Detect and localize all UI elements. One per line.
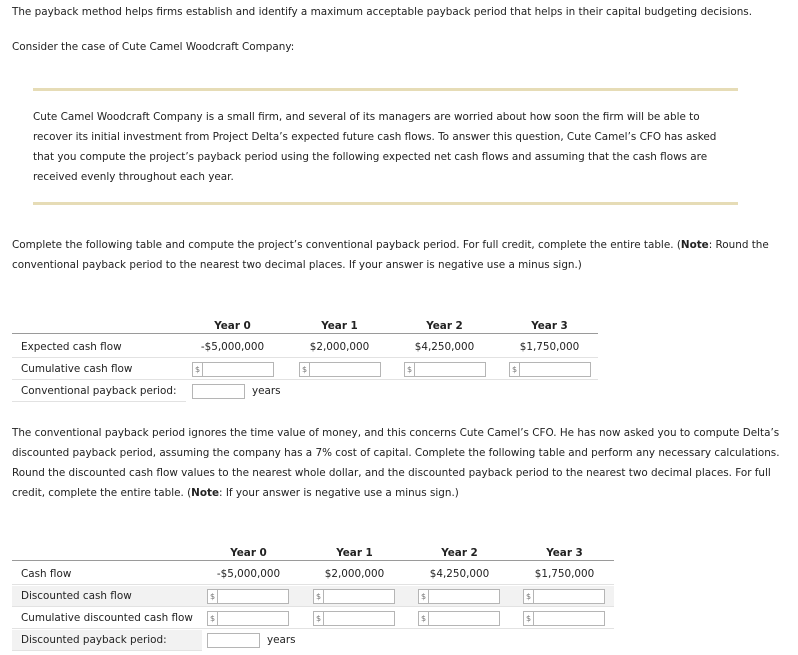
cash-flow-year-2: $4,250,000 (429, 568, 490, 580)
discounted-cash-flow-year-3[interactable] (523, 589, 605, 604)
discounted-payback-period-input[interactable] (207, 633, 260, 648)
row-label-cumulative-cash-flow: Cumulative cash flow (21, 363, 133, 375)
cumulative-discounted-cash-flow-year-0[interactable] (207, 611, 289, 626)
row-divider (12, 606, 614, 607)
dollar-sign: $ (207, 611, 217, 626)
expected-cash-flow-year-3: $1,750,000 (519, 341, 580, 353)
discounted-cash-flow-year-1-input[interactable] (323, 589, 395, 604)
col-header-year-0: Year 0 (214, 320, 251, 332)
discounted-cash-flow-year-0[interactable] (207, 589, 289, 604)
cumulative-cash-flow-year-0-input[interactable] (202, 362, 274, 377)
discounted-cash-flow-year-0-input[interactable] (217, 589, 289, 604)
cumulative-discounted-cash-flow-year-0-input[interactable] (217, 611, 289, 626)
col-header-year-2: Year 2 (426, 320, 463, 332)
case-rule-bottom (33, 202, 738, 205)
discounted-cash-flow-year-3-input[interactable] (533, 589, 605, 604)
cumulative-cash-flow-year-2[interactable] (404, 362, 486, 377)
col-header-year-1: Year 1 (321, 320, 358, 332)
col-header-year-3: Year 3 (531, 320, 568, 332)
dollar-sign: $ (404, 362, 414, 377)
years-unit-label: years (252, 385, 281, 397)
discounted-cash-flow-year-2[interactable] (418, 589, 500, 604)
dollar-sign: $ (207, 589, 217, 604)
row-divider (12, 650, 202, 651)
discounted-cash-flow-year-2-input[interactable] (428, 589, 500, 604)
row-divider (12, 379, 598, 380)
case-rule-top (33, 88, 738, 91)
cumulative-discounted-cash-flow-year-3[interactable] (523, 611, 605, 626)
row-label-conventional-payback: Conventional payback period: (21, 385, 177, 397)
cumulative-discounted-cash-flow-year-3-input[interactable] (533, 611, 605, 626)
dollar-sign: $ (523, 611, 533, 626)
dollar-sign: $ (418, 611, 428, 626)
cumulative-discounted-cash-flow-year-2-input[interactable] (428, 611, 500, 626)
col-header-year-3: Year 3 (546, 547, 583, 559)
row-divider (12, 584, 614, 585)
intro-text: The payback method helps firms establish and identify a maximum acceptable payback period that helps in their capital budgeting decisions. (12, 6, 752, 18)
row-divider (12, 357, 598, 358)
row-divider (12, 401, 186, 402)
dollar-sign: $ (313, 589, 323, 604)
instructions-conventional: Complete the following table and compute the project’s conventional payback period. For full credit, complete the entire table. (Note: Round the conventional payback period to the nearest two decimal places. If your answer is negative use a minus sign.) (12, 239, 769, 271)
cumulative-cash-flow-year-1[interactable] (299, 362, 381, 377)
dollar-sign: $ (523, 589, 533, 604)
cumulative-cash-flow-year-2-input[interactable] (414, 362, 486, 377)
cumulative-cash-flow-year-0[interactable] (192, 362, 274, 377)
cumulative-discounted-cash-flow-year-2[interactable] (418, 611, 500, 626)
case-description: Cute Camel Woodcraft Company is a small firm, and several of its managers are worried about how soon the firm will be able to recover its initial investment from Project Delta’s expected future cash flows. To answer this question, Cute Camel’s CFO has asked that you compute the project’s payback period using the following expected net cash flows and assuming that the cash flows are received evenly throughout each year. (33, 111, 717, 183)
dollar-sign: $ (192, 362, 202, 377)
row-label-discounted-payback: Discounted payback period: (21, 634, 167, 646)
expected-cash-flow-year-1: $2,000,000 (309, 341, 370, 353)
col-header-year-0: Year 0 (230, 547, 267, 559)
case-heading: Consider the case of Cute Camel Woodcraft Company: (12, 41, 295, 53)
cash-flow-year-0: -$5,000,000 (216, 568, 281, 580)
cumulative-cash-flow-year-3[interactable] (509, 362, 591, 377)
col-header-year-1: Year 1 (336, 547, 373, 559)
cumulative-cash-flow-year-1-input[interactable] (309, 362, 381, 377)
cumulative-cash-flow-year-3-input[interactable] (519, 362, 591, 377)
cash-flow-year-3: $1,750,000 (534, 568, 595, 580)
row-label-discounted-cash-flow: Discounted cash flow (21, 590, 132, 602)
dollar-sign: $ (509, 362, 519, 377)
discounted-cash-flow-year-1[interactable] (313, 589, 395, 604)
col-header-year-2: Year 2 (441, 547, 478, 559)
expected-cash-flow-year-0: -$5,000,000 (200, 341, 265, 353)
years-unit-label: years (267, 634, 296, 646)
dollar-sign: $ (313, 611, 323, 626)
cumulative-discounted-cash-flow-year-1-input[interactable] (323, 611, 395, 626)
dollar-sign: $ (299, 362, 309, 377)
row-divider (12, 628, 614, 629)
instructions-discounted: The conventional payback period ignores the time value of money, and this concerns Cute Camel’s CFO. He has now asked you to compute Delta’s discounted payback period, assuming the company has a 7% cost of capital. Complete the following table and perform any necessary calculations. Round the discounted cash flow values to the nearest whole dollar, and the discounted payback period to the nearest two decimal places. For full credit, complete the entire table. (Note: If your answer is negative use a minus sign.) (12, 427, 780, 499)
row-label-expected-cash-flow: Expected cash flow (21, 341, 122, 353)
expected-cash-flow-year-2: $4,250,000 (414, 341, 475, 353)
cash-flow-year-1: $2,000,000 (324, 568, 385, 580)
cumulative-discounted-cash-flow-year-1[interactable] (313, 611, 395, 626)
dollar-sign: $ (418, 589, 428, 604)
row-label-cumulative-discounted-cash-flow: Cumulative discounted cash flow (21, 612, 193, 624)
conventional-payback-period-input[interactable] (192, 384, 245, 399)
row-label-cash-flow: Cash flow (21, 568, 72, 580)
